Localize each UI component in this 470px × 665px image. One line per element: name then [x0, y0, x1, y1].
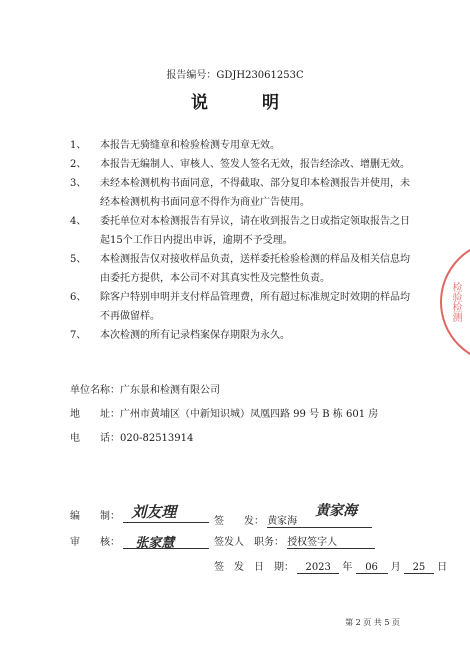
- note-item: [70, 174, 410, 212]
- issue-month: 06: [356, 562, 388, 574]
- compiler-signature-line: [123, 503, 209, 523]
- note-item: [70, 155, 410, 174]
- unit-row: [70, 381, 220, 396]
- note-number: 3、: [70, 178, 87, 189]
- phone-row: [70, 429, 193, 444]
- reviewer-signature: 张家慧: [135, 536, 175, 551]
- note-text: 本报告无编制人、审核人、签发人签名无效，报告经涂改、增删无效。: [100, 159, 410, 170]
- company-seal: [440, 240, 470, 364]
- seal-text: 检验检测: [450, 282, 461, 322]
- address-label: 地 址：: [70, 409, 120, 420]
- note-number: 7、: [70, 330, 87, 341]
- phone-label: 电 话：: [70, 433, 120, 444]
- issuer-title-row: [214, 533, 375, 549]
- compiler-signature: 刘友理: [131, 503, 177, 521]
- unit-value: 广东景和检测有限公司: [120, 385, 220, 396]
- compiler-row: [70, 503, 209, 523]
- issuer-row: [214, 503, 372, 528]
- issue-date-label: 签 发 日 期：: [214, 562, 294, 573]
- note-text: 委托单位对本检测报告有异议，请在收到报告之日或指定领取报告之日起15个工作日内提出申诉，逾期不予受理。: [100, 216, 410, 246]
- note-text: 未经本检测机构书面同意，不得截取、部分复印本检测报告并使用，未经本检测机构书面同意不得作为商业广告使用。: [100, 178, 410, 208]
- report-number: 报告编号：GDJH23061253C: [166, 70, 304, 81]
- page-title: 说 明: [191, 93, 303, 113]
- issuer-signature-line: [267, 503, 372, 528]
- issuer-signature: 黄家海: [315, 503, 358, 519]
- note-text: 除客户特别申明并支付样品管理费，所有超过标准规定时效期的样品均不再做留样。: [100, 292, 410, 322]
- day-unit: 日: [437, 562, 448, 573]
- issuer-name: 黄家海: [267, 516, 298, 527]
- unit-label: 单位名称：: [70, 385, 120, 396]
- issuer-label: 签 发：: [214, 516, 264, 527]
- note-number: 5、: [70, 254, 87, 265]
- note-item: [70, 288, 410, 326]
- note-item: [70, 326, 410, 345]
- issuer-title-value: 授权签字人: [287, 533, 375, 549]
- note-text: 本次检测的所有记录档案保存期限为永久。: [100, 330, 290, 341]
- note-number: 6、: [70, 292, 87, 303]
- year-unit: 年: [342, 562, 353, 573]
- issue-day: 25: [404, 562, 434, 574]
- note-item: [70, 250, 410, 288]
- issue-date-row: [214, 558, 447, 574]
- address-row: [70, 405, 378, 420]
- note-number: 2、: [70, 159, 87, 170]
- compiler-label: 编 制：: [70, 511, 120, 522]
- note-number: 4、: [70, 216, 87, 227]
- note-number: 1、: [70, 140, 87, 151]
- issuer-title-label: 签发人 职务：: [214, 537, 284, 548]
- note-text: 本报告无骑缝章和检验检测专用章无效。: [100, 140, 280, 151]
- month-unit: 月: [390, 562, 401, 573]
- address-value: 广州市黄埔区（中新知识城）凤凰四路 99 号 B 栋 601 房: [120, 409, 379, 420]
- issue-year: 2023: [297, 562, 339, 574]
- reviewer-row: [70, 533, 209, 549]
- note-text: 本检测报告仅对接收样品负责，送样委托检验检测的样品及相关信息均由委托方提供，本公司不对其真实性及完整性负责。: [100, 254, 410, 284]
- note-item: [70, 136, 410, 155]
- note-item: [70, 212, 410, 250]
- page-number: 第 2 页 共 5 页: [345, 618, 400, 627]
- reviewer-signature-line: [123, 537, 209, 549]
- phone-value: 020-82513914: [120, 433, 194, 444]
- reviewer-label: 审 核：: [70, 537, 120, 548]
